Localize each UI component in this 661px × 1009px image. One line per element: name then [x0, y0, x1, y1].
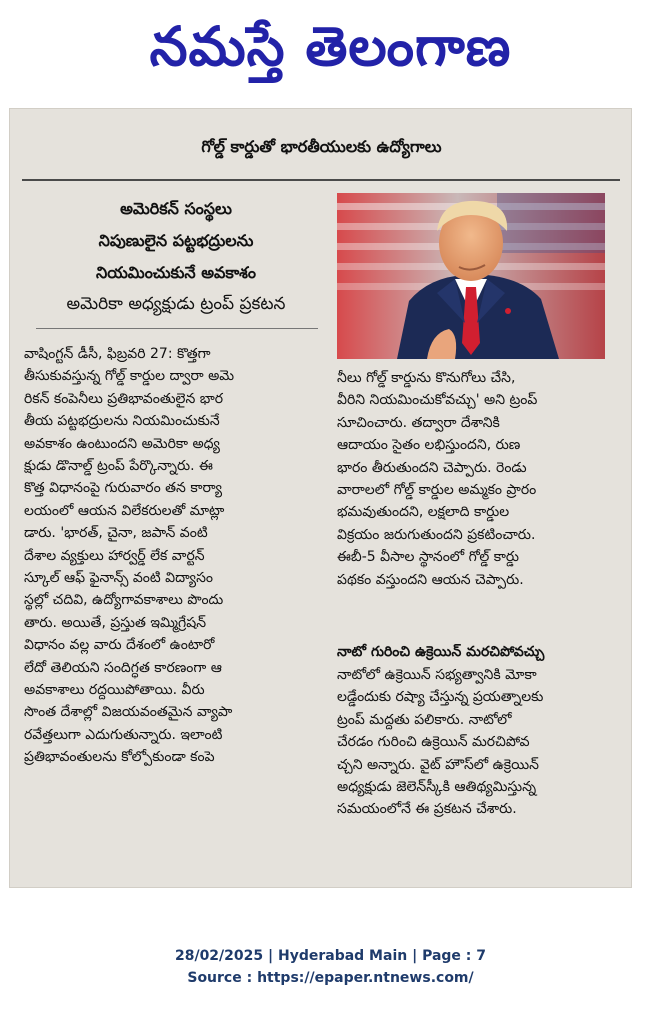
headline-divider	[22, 179, 620, 181]
body-text-line: స్థల్లో చదివి, ఉద్యోగావకాశాలు పొందు	[24, 592, 224, 609]
body-text-line: రవేత్తలుగా ఎదుగుతున్నారు. ఇలాంటి	[24, 726, 223, 743]
body-text-line: నీలు గోల్డ్ కార్డును కొనుగోలు చేసి,	[337, 370, 516, 386]
body-text-line: వీరిని నియమించుకోవచ్చు' అని ట్రంప్	[337, 392, 538, 409]
article-subheading: నాటో గురించి ఉక్రెయిన్ మరచిపోవచ్చు	[337, 644, 545, 660]
body-text-line: పథకం వస్తుందని ఆయన చెప్పారు.	[337, 571, 524, 588]
body-text-line: సూచించారు. తద్వారా దేశానికి	[337, 414, 500, 431]
deck-line-3: నియమించుకునే అవకాశం	[95, 263, 257, 282]
newspaper-masthead: నమస్తే తెలంగాణ	[149, 15, 512, 78]
edition-info: 28/02/2025 | Hyderabad Main | Page : 7	[174, 948, 487, 964]
body-text-line: స్కూల్ ఆఫ్ ఫైనాన్స్ వంటి విద్యాసం	[24, 570, 214, 586]
body-text-line: చేరడం గురించి ఉక్రెయిన్ మరచిపోవ	[337, 734, 530, 751]
body-text-line: డారు. 'భారత్, చైనా, జపాన్ వంటి	[24, 525, 208, 542]
body-text-line: లడ్డేందుకు రష్యా చేస్తున్న ప్రయత్నాలకు	[337, 689, 544, 706]
body-text-line: సమయంలోనే ఈ ప్రకటన చేశారు.	[337, 801, 517, 818]
body-text-line: ప్రతిభావంతులను కోల్పోకుండా కంపె	[24, 749, 215, 766]
body-text-line: ఆదాయం సైతం లభిస్తుందని, రుణ	[337, 437, 521, 454]
body-text-line: అవకాశం ఉంటుందని అమెరికా అధ్య	[24, 435, 220, 452]
deck-divider	[36, 328, 318, 329]
body-text-line: తీసుకువస్తున్న గోల్డ్ కార్డుల ద్వారా అమె	[24, 368, 235, 385]
body-text-line: లయంలో ఆయన విలేకరులతో మాట్లా	[24, 502, 225, 519]
body-text-line: అధ్యక్షుడు జెలెన్‌స్కీకి ఆతిథ్యమిస్తున్న	[337, 779, 537, 795]
body-text-line: తీయ పట్టభద్రులను నియమించుకునే	[24, 413, 220, 430]
body-text-line: వాషింగ్టన్ డీసీ, ఫిబ్రవరి 27: కొత్తగా	[24, 346, 211, 362]
body-text-line: కొత్త విధానంపై గురువారం తన కార్యా	[24, 480, 222, 497]
deck-line-2: నిపుణులైన పట్టభద్రులను	[98, 231, 254, 250]
body-text-line: తారు. అయితే, ప్రస్తుత ఇమ్మిగ్రేషన్	[24, 614, 207, 631]
news-clipping	[9, 108, 632, 888]
body-text-line: నాటోలో ఉక్రెయిన్ సభ్యత్వానికి మోకా	[337, 667, 537, 683]
body-text-line: విధానం వల్ల వారు దేశంలో ఉంటారో	[24, 637, 215, 654]
body-text-line: ట్రంప్ మద్దతు పలికారు. నాటోలో	[337, 711, 512, 728]
source-link[interactable]: Source : https://epaper.ntnews.com/	[187, 970, 474, 986]
body-text-line: సొంత దేశాల్లో విజయవంతమైన వ్యాపా	[24, 704, 233, 721]
deck-line-1: అమెరికన్ సంస్థలు	[120, 199, 232, 218]
deck-secondary: అమెరికా అధ్యక్షుడు ట్రంప్ ప్రకటన	[66, 294, 286, 314]
body-text-line: లేదో తెలియని సందిగ్ధత కారణంగా ఆ	[24, 659, 222, 676]
body-text-line: విక్రయం జరుగుతుందని ప్రకటించారు.	[337, 526, 536, 543]
body-text-line: ఈబీ-5 వీసాల స్థానంలో గోల్డ్ కార్డు	[337, 549, 519, 566]
article-headline: గోల్డ్ కార్డుతో భారతీయులకు ఉద్యోగాలు	[201, 137, 442, 156]
body-text-line: రికన్ కంపెనీలు ప్రతిభావంతులైన భార	[24, 390, 224, 407]
body-text-line: క్షుడు డొనాల్డ్ ట్రంప్ పేర్కొన్నారు. ఈ	[24, 458, 213, 474]
body-text-line: వారాలలో గోల్డ్ కార్డుల అమ్మకం ప్రారం	[337, 482, 537, 498]
body-text-line: దేశాల వ్యక్తులు హార్వర్డ్ లేక వార్టన్	[24, 547, 205, 564]
body-text-line: చ్చని అన్నారు. వైట్ హౌస్‌లో ఉక్రెయిన్	[337, 756, 539, 773]
body-text-line: భారం తీరుతుందని చెప్పారు. రెండు	[337, 459, 527, 476]
body-text-line: అవకాశాలు రద్దయిపోతాయి. వీరు	[24, 682, 205, 698]
trump-photo	[337, 193, 605, 359]
body-text-line: భమవుతుందని, లక్షలాది కార్డుల	[337, 504, 510, 521]
